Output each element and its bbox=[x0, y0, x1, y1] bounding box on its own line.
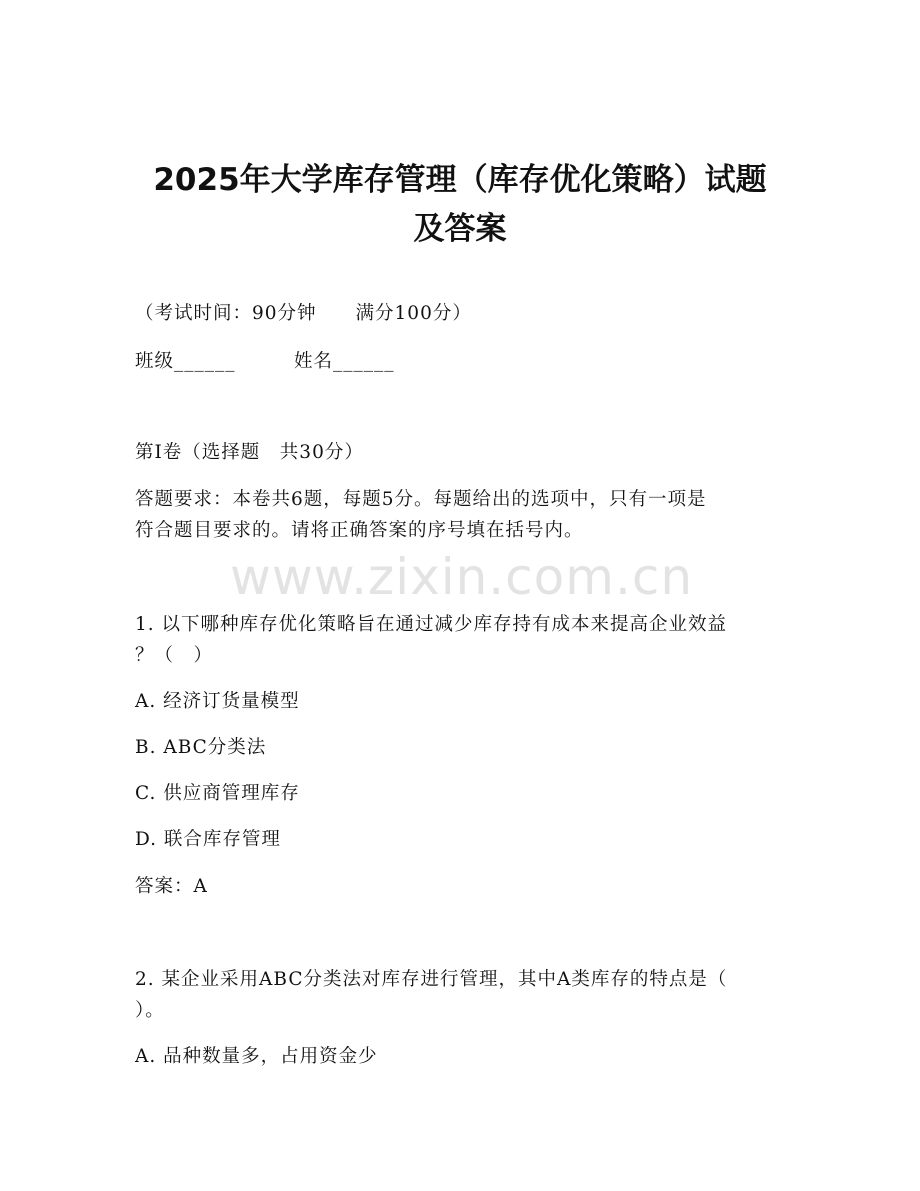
question-1-option-c: C. 供应商管理库存 bbox=[135, 783, 300, 804]
section-title: 第I卷（选择题 共30分） bbox=[135, 442, 364, 463]
document-title-line-2: 及答案 bbox=[413, 211, 507, 247]
question-1-option-d: D. 联合库存管理 bbox=[135, 829, 281, 850]
instructions-line-2: 符合题目要求的。请将正确答案的序号填在括号内。 bbox=[135, 520, 584, 541]
document-title-line-1: 2025年大学库存管理（库存优化策略）试题 bbox=[153, 162, 767, 198]
exam-info: （考试时间：90分钟 满分100分） bbox=[135, 303, 472, 324]
question-1-option-b: B. ABC分类法 bbox=[135, 737, 267, 758]
question-2-stem-line-2: ）。 bbox=[135, 1000, 165, 1021]
question-1-answer: 答案：A bbox=[135, 876, 208, 897]
question-1-stem-line-2: ？（ ） bbox=[135, 645, 214, 666]
class-field-label: 班级______ bbox=[135, 351, 236, 372]
question-1-option-a: A. 经济订货量模型 bbox=[135, 691, 300, 712]
question-1-stem-line-1: 1. 以下哪种库存优化策略旨在通过减少库存持有成本来提高企业效益 bbox=[135, 614, 728, 635]
question-2-option-a: A. 品种数量多，占用资金少 bbox=[135, 1046, 378, 1067]
name-field-label: 姓名______ bbox=[294, 351, 395, 372]
instructions-line-1: 答题要求：本卷共6题，每题5分。每题给出的选项中，只有一项是 bbox=[135, 489, 707, 510]
watermark: www.zixin.com.cn bbox=[230, 548, 694, 606]
question-2-stem-line-1: 2. 某企业采用ABC分类法对库存进行管理，其中A类库存的特点是（ bbox=[135, 969, 728, 990]
